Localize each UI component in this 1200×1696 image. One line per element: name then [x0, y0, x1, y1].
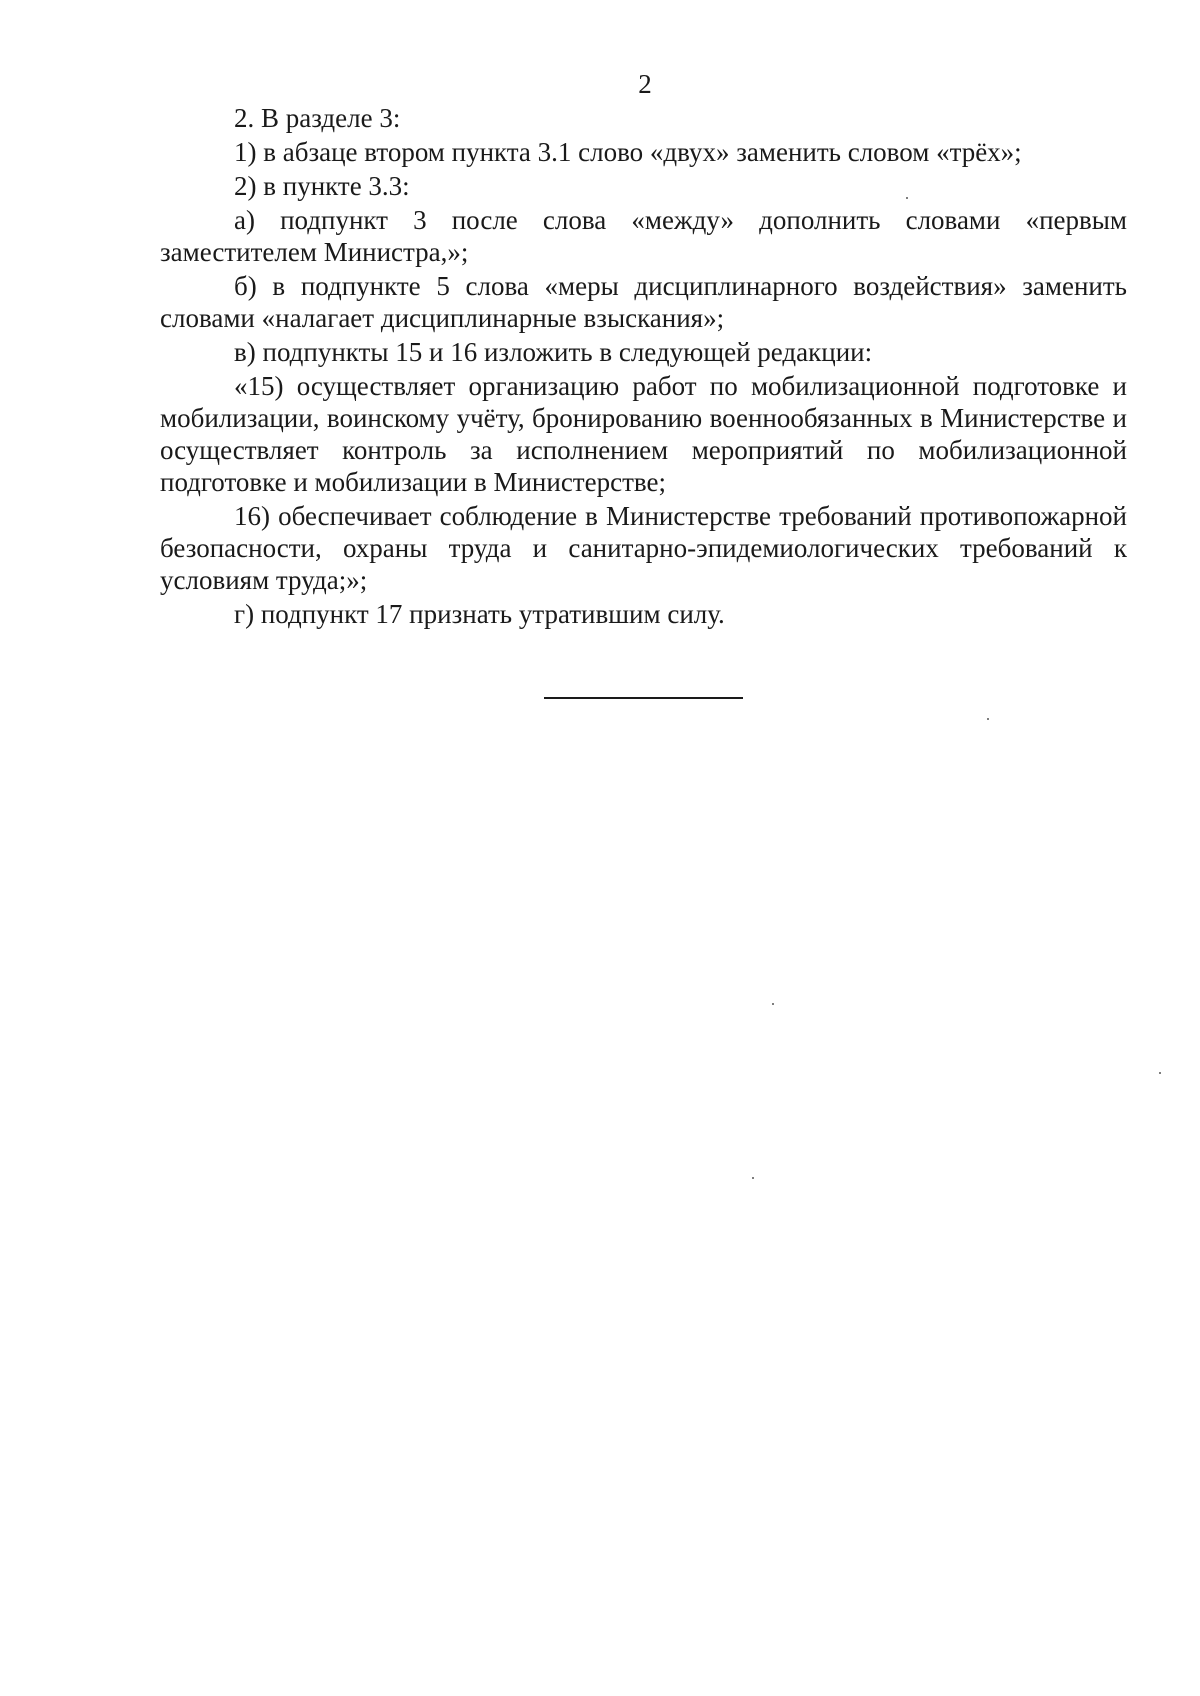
new-subitem-15: «15) осуществляет организацию работ по мобилизационной подготовке и мобилизации, воинскому учёту, бронированию военнообязанных в Министерстве и осуществляет контроль за исполнением мероприятий по мобилизационной подготовке и мобилизации в Министерстве; — [160, 371, 1127, 497]
new-subitem-16: 16) обеспечивает соблюдение в Министерстве требований противопожарной безопасности, охраны труда и санитарно-эпидемиологических требований к условиям труда;»; — [160, 501, 1127, 595]
scan-speck — [906, 197, 908, 199]
amendment-item-2: 2) в пункте 3.3: — [234, 171, 410, 201]
document-body — [160, 102, 1127, 632]
scan-speck — [752, 1177, 754, 1179]
scan-speck — [987, 718, 989, 720]
page-number: 2 — [638, 69, 652, 99]
amendment-subitem-a: а) подпункт 3 после слова «между» дополнить словами «первым заместителем Министра,»; — [160, 205, 1127, 267]
amendment-subitem-v: в) подпункты 15 и 16 изложить в следующей редакции: — [234, 337, 873, 367]
scan-speck — [772, 1003, 774, 1005]
amendment-item-1: 1) в абзаце втором пункта 3.1 слово «двух» заменить словом «трёх»; — [234, 137, 1022, 167]
end-separator-line — [544, 697, 743, 699]
amendment-subitem-b: б) в подпункте 5 слова «меры дисциплинарного воздействия» заменить словами «налагает дисциплинарные взыскания»; — [160, 271, 1127, 333]
scan-speck — [1159, 1072, 1161, 1074]
section-heading: 2. В разделе 3: — [234, 103, 401, 133]
amendment-subitem-g: г) подпункт 17 признать утратившим силу. — [234, 599, 725, 629]
